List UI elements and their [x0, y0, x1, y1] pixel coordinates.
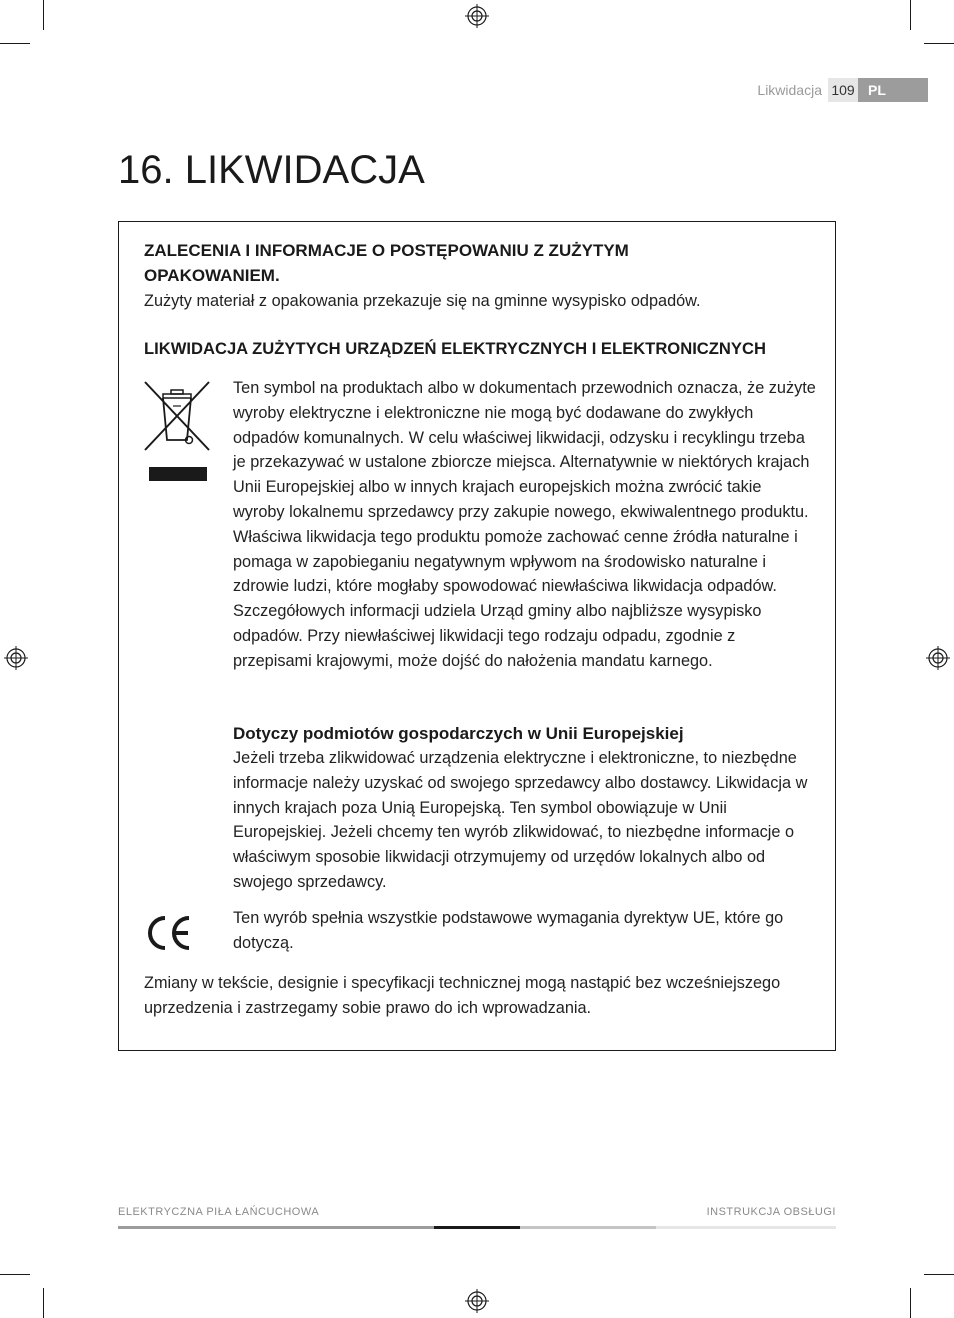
crop-mark	[0, 43, 30, 44]
crop-mark	[924, 43, 954, 44]
registration-mark-icon	[465, 4, 489, 28]
ce-text: Ten wyrób spełnia wszystkie podstawowe wymagania dyrektyw UE, które go dotyczą.	[233, 909, 784, 952]
crop-mark	[910, 1288, 911, 1318]
ce-mark-icon	[143, 914, 193, 952]
registration-mark-icon	[926, 646, 950, 670]
footer-bar	[434, 1226, 520, 1229]
crop-mark	[43, 1288, 44, 1318]
footer-bar	[656, 1226, 836, 1229]
registration-mark-icon	[4, 646, 28, 670]
page-title: 16. LIKWIDACJA	[118, 148, 425, 192]
packaging-heading: ZALECENIA I INFORMACJE O POSTĘPOWANIU Z ZUŻYTYM OPAKOWANIEM.	[144, 241, 629, 285]
changes-text: Zmiany w tekście, designie i specyfikacji technicznej mogą nastąpić bez wcześniejszego uprzedzenia i zastrzegamy sobie prawo do ich wprowadzania.	[144, 974, 781, 1017]
info-box	[118, 221, 836, 1051]
weee-heading: LIKWIDACJA ZUŻYTYCH URZĄDZEŃ ELEKTRYCZNYCH I ELEKTRONICZNYCH	[144, 339, 766, 358]
footer-bar	[520, 1226, 656, 1229]
crop-mark	[910, 0, 911, 30]
footer-product-name: ELEKTRYCZNA PIŁA ŁAŃCUCHOWA	[118, 1206, 320, 1218]
header-section-name: Likwidacja	[757, 82, 822, 98]
crop-mark	[0, 1274, 30, 1275]
crop-mark	[924, 1274, 954, 1275]
crossed-out-wheelie-bin-icon	[141, 378, 213, 482]
business-text: Jeżeli trzeba zlikwidować urządzenia elektryczne i elektroniczne, to niezbędne informacje należy uzyskać od swojego sprzedawcy albo dostawcy. Likwidacja w innych krajach poza Unią Europejską. Ten symbol obowiązuje w Unii Europejskiej. Jeżeli chcemy ten wyrób zlikwidować, to niezbędne informacje o właściwym sposobie likwidacji otrzymujemy od urzędów lokalnych albo od swojego sprzedawcy.	[233, 749, 808, 891]
packaging-text: Zużyty materiał z opakowania przekazuje się na gminne wysypisko odpadów.	[144, 292, 701, 310]
footer-manual-label: INSTRUKCJA OBSŁUGI	[706, 1206, 836, 1218]
header-language: PL	[858, 78, 928, 102]
page-header	[744, 78, 928, 102]
weee-text: Ten symbol na produktach albo w dokumentach przewodnich oznacza, że zużyte wyroby elektryczne i elektroniczne nie mogą być dodawane do zwykłych odpadów komunalnych. W celu właściwej likwidacji, odzysku i recyklingu trzeba je przekazywać w ustalone zbiorcze miejsca. Alternatywnie w niektórych krajach Unii Europejskiej albo w innych krajach europejskich można zwrócić takie wyroby lokalnemu sprzedawcy przy zakupie nowego, ekwiwalentnego produktu. Właściwa likwidacja tego produktu pomoże zachować cenne źródła naturalne i pomaga w zapobieganiu negatywnym wpływom na środowisko naturalne i zdrowie ludzi, które mogłaby spowodować niewłaściwa likwidacja odpadów. Szczegółowych informacji udziela Urząd gminy albo najbliższe wysypisko odpadów. Przy niewłaściwej likwidacji tego rodzaju odpadu, zgodnie z przepisami krajowymi, może dojść do nałożenia mandatu karnego.	[233, 379, 816, 670]
footer-bar	[118, 1226, 434, 1229]
business-heading: Dotyczy podmiotów gospodarczych w Unii Europejskiej	[233, 724, 684, 743]
header-page-number: 109	[828, 78, 858, 102]
crop-mark	[43, 0, 44, 30]
registration-mark-icon	[465, 1289, 489, 1313]
